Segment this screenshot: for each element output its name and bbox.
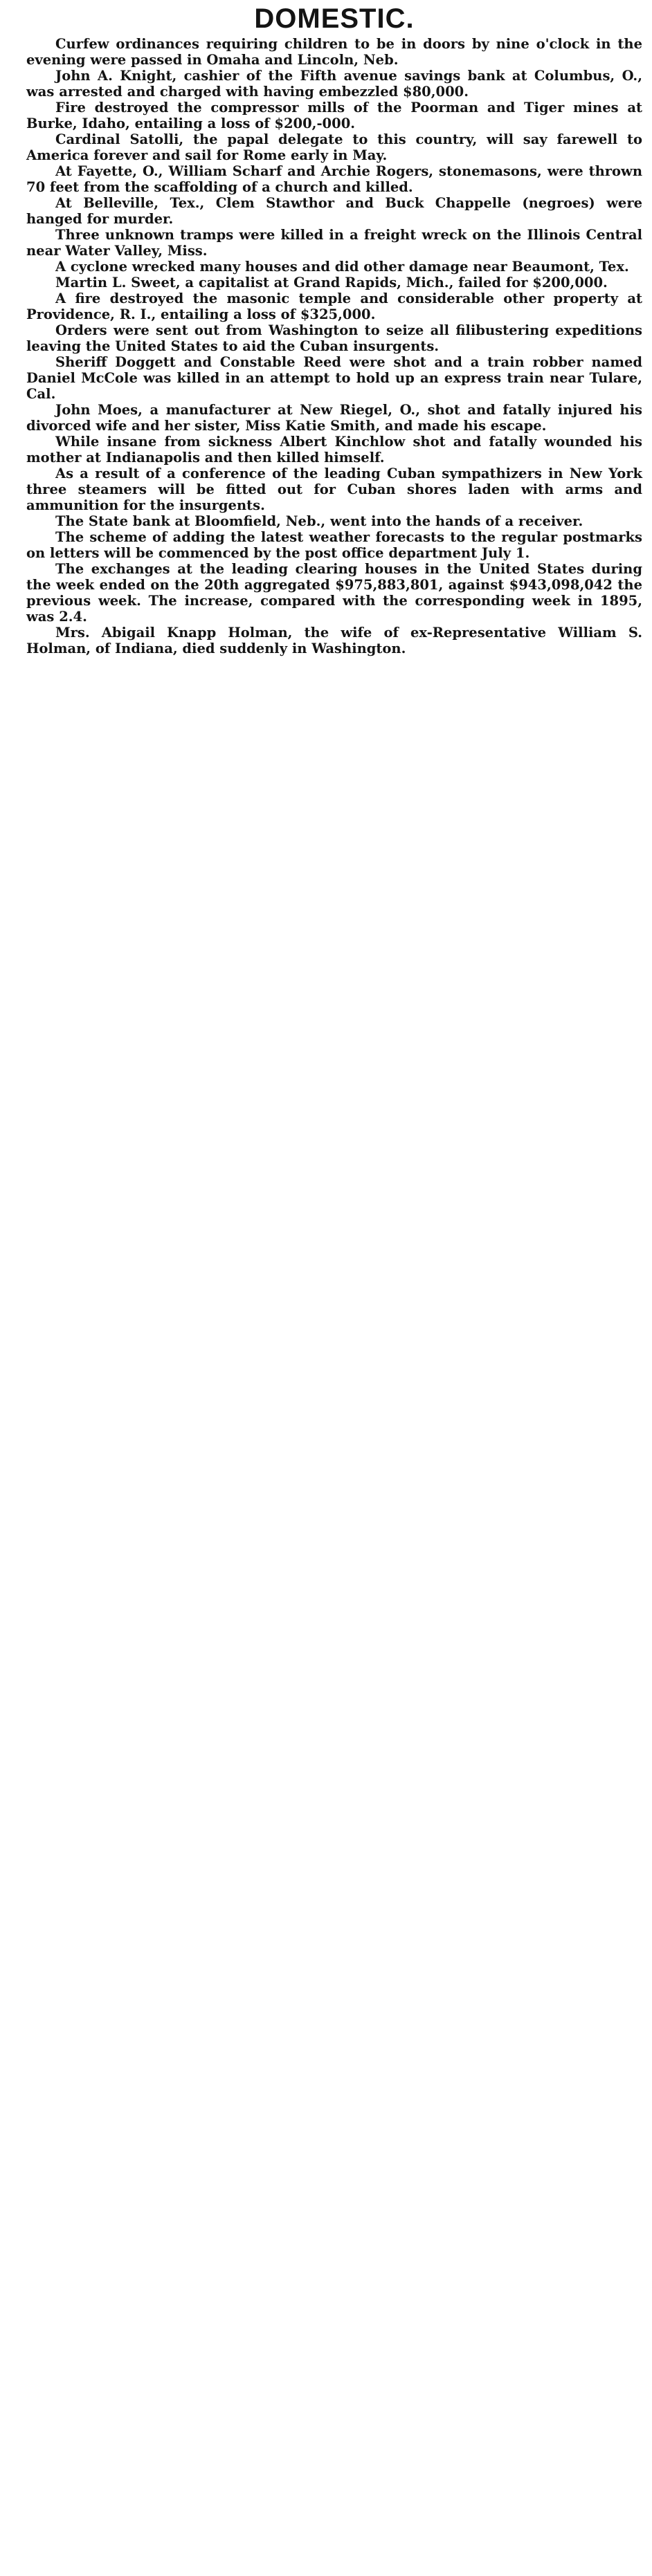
news-item: A cyclone wrecked many houses and did other damage near Beaumont, Tex. [55,259,629,275]
news-item: Martin L. Sweet, a capitalist at Grand Rapids, Mich., failed for $200,000. [55,275,608,291]
news-item: John A. Knight, cashier of the Fifth avenue savings bank at Columbus, O., was arrested and charged with having embezzled $80,000. [26,68,642,100]
news-item: Fire destroyed the compressor mills of the Poorman and Tiger mines at Burke, Idaho, entailing a loss of $200,-000. [26,100,642,131]
news-item: A fire destroyed the masonic temple and considerable other property at Providence, R. I., entailing a loss of $325,000. [26,291,642,322]
news-item: Three unknown tramps were killed in a freight wreck on the Illinois Central near Water Valley, Miss. [26,227,642,259]
news-item: The State bank at Bloomfield, Neb., went into the hands of a receiver. [55,513,583,529]
news-item: Orders were sent out from Washington to seize all filibustering expeditions leaving the United States to aid the Cuban insurgents. [26,322,642,354]
news-item: While insane from sickness Albert Kinchlow shot and fatally wounded his mother at Indianapolis and then killed himself. [26,434,642,466]
news-item: Curfew ordinances requiring children to be in doors by nine o'clock in the evening were passed in Omaha and Lincoln, Neb. [26,36,642,68]
news-item: As a result of a conference of the leading Cuban sympathizers in New York three steamers will be fitted out for Cuban shores laden with arms and ammunition for the insurgents. [26,466,642,513]
news-item: Sheriff Doggett and Constable Reed were shot and a train robber named Daniel McCole was killed in an attempt to hold up an express train near Tulare, Cal. [26,354,642,402]
news-item: The exchanges at the leading clearing houses in the United States during the week ended on the 20th aggregated $975,883,801, against $943,098,042 the previous week. The increase, compared with the corresponding week in 1895, was 2.4. [26,561,642,625]
news-item: Mrs. Abigail Knapp Holman, the wife of ex-Representative William S. Holman, of Indiana, died suddenly in Washington. [26,625,642,656]
section-heading: DOMESTIC. [254,3,415,34]
news-column [26,36,642,656]
news-item: At Belleville, Tex., Clem Stawthor and Buck Chappelle (negroes) were hanged for murder. [26,195,642,227]
news-item: At Fayette, O., William Scharf and Archie Rogers, stonemasons, were thrown 70 feet from the scaffolding of a church and killed. [26,163,642,195]
news-item: The scheme of adding the latest weather forecasts to the regular postmarks on letters will be commenced by the post office department July 1. [26,529,642,561]
news-item: John Moes, a manufacturer at New Riegel, O., shot and fatally injured his divorced wife and her sister, Miss Katie Smith, and made his escape. [26,402,642,434]
news-item: Cardinal Satolli, the papal delegate to this country, will say farewell to America forever and sail for Rome early in May. [26,131,642,163]
